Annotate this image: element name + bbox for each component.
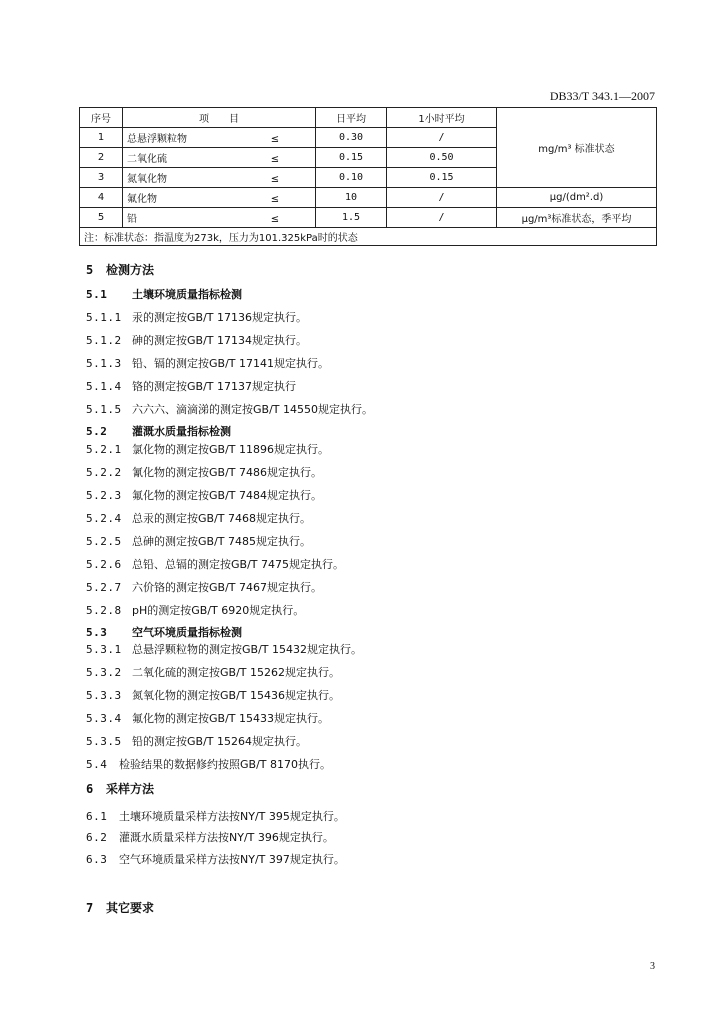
clause-line: 6.2 灌溉水质量采样方法按NY/T 396规定执行。 [86, 831, 334, 844]
header-no: 序号 [80, 108, 123, 128]
row-daily: 0.15 [316, 148, 387, 168]
row-hourly: / [387, 208, 497, 228]
clause-line: 5.3.1 总悬浮颗粒物的测定按GB/T 15432规定执行。 [86, 643, 362, 656]
row-item [123, 188, 316, 208]
row-hourly: / [387, 128, 497, 148]
row-daily: 10 [316, 188, 387, 208]
header-hourly: 1小时平均 [387, 108, 497, 128]
row-daily: 1.5 [316, 208, 387, 228]
row-item [123, 148, 316, 168]
page-number: 3 [650, 961, 655, 972]
section-heading: 5 检测方法 [86, 263, 155, 277]
header-daily: 日平均 [316, 108, 387, 128]
section-heading: 6 采样方法 [86, 782, 155, 796]
item-name: 铅 [127, 214, 137, 225]
row-daily: 0.30 [316, 128, 387, 148]
clause-line: 5.2.6 总铅、总镉的测定按GB/T 7475规定执行。 [86, 558, 344, 571]
header-item: 项 目 [123, 108, 316, 128]
item-operator: ≤ [270, 214, 280, 225]
row-item [123, 208, 316, 228]
clause-line: 5.1.3 铅、镉的测定按GB/T 17141规定执行。 [86, 357, 329, 370]
clause-line: 5.2.7 六价铬的测定按GB/T 7467规定执行。 [86, 581, 322, 594]
clause-line: 5.2.5 总砷的测定按GB/T 7485规定执行。 [86, 535, 311, 548]
clause-line: 5.1.2 砷的测定按GB/T 17134规定执行。 [86, 334, 307, 347]
clause-line: 5.1.4 铬的测定按GB/T 17137规定执行 [86, 380, 296, 393]
item-operator: ≤ [270, 174, 280, 185]
row-unit: μg/(dm².d) [497, 188, 657, 208]
clause-line: 5.3.2 二氧化硫的测定按GB/T 15262规定执行。 [86, 666, 340, 679]
table-note-row [80, 228, 657, 246]
item-operator: ≤ [270, 134, 280, 145]
item-name: 氮氧化物 [127, 174, 167, 185]
clause-line: 6.3 空气环境质量采样方法按NY/T 397规定执行。 [86, 853, 345, 866]
item-name: 总悬浮颗粒物 [127, 134, 187, 145]
row-daily: 0.10 [316, 168, 387, 188]
row-item [123, 168, 316, 188]
clause-line: 5.2.4 总汞的测定按GB/T 7468规定执行。 [86, 512, 311, 525]
clause-line: 5.1.5 六六六、滴滴涕的测定按GB/T 14550规定执行。 [86, 403, 373, 416]
clause-line: 5.2.3 氟化物的测定按GB/T 7484规定执行。 [86, 489, 322, 502]
section-heading: 7 其它要求 [86, 901, 155, 915]
table-note: 注：标准状态：指温度为273k，压力为101.325kPa时的状态 [80, 228, 657, 246]
clause-line: 5.4 检验结果的数据修约按照GB/T 8170执行。 [86, 758, 331, 771]
subsection-heading: 5.3 空气环境质量指标检测 [86, 626, 242, 639]
row-no: 1 [80, 128, 123, 148]
clause-line: 5.3.4 氟化物的测定按GB/T 15433规定执行。 [86, 712, 329, 725]
row-no: 3 [80, 168, 123, 188]
clause-line: 5.1.1 汞的测定按GB/T 17136规定执行。 [86, 311, 307, 324]
table-row [80, 208, 657, 228]
row-unit: μg/m³标准状态，季平均 [497, 208, 657, 228]
table-row [80, 188, 657, 208]
item-name: 氟化物 [127, 194, 157, 205]
row-item [123, 128, 316, 148]
row-hourly: / [387, 188, 497, 208]
clause-line: 5.2.1 氯化物的测定按GB/T 11896规定执行。 [86, 443, 329, 456]
row-no: 4 [80, 188, 123, 208]
air-quality-table [79, 107, 657, 246]
document-code: DB33/T 343.1—2007 [549, 89, 655, 103]
clause-line: 5.2.2 氰化物的测定按GB/T 7486规定执行。 [86, 466, 322, 479]
clause-line: 5.2.8 pH的测定按GB/T 6920规定执行。 [86, 604, 305, 617]
clause-line: 6.1 土壤环境质量采样方法按NY/T 395规定执行。 [86, 810, 345, 823]
item-operator: ≤ [270, 194, 280, 205]
clause-line: 5.3.3 氮氧化物的测定按GB/T 15436规定执行。 [86, 689, 340, 702]
table-header-row [80, 108, 657, 128]
subsection-heading: 5.2 灌溉水质量指标检测 [86, 425, 231, 438]
clause-line: 5.3.5 铅的测定按GB/T 15264规定执行。 [86, 735, 307, 748]
row-no: 2 [80, 148, 123, 168]
subsection-heading: 5.1 土壤环境质量指标检测 [86, 288, 242, 301]
item-operator: ≤ [270, 154, 280, 165]
item-name: 二氧化硫 [127, 154, 167, 165]
row-hourly: 0.15 [387, 168, 497, 188]
unit-mg-cell: mg/m³ 标准状态 [497, 108, 657, 188]
row-hourly: 0.50 [387, 148, 497, 168]
row-no: 5 [80, 208, 123, 228]
